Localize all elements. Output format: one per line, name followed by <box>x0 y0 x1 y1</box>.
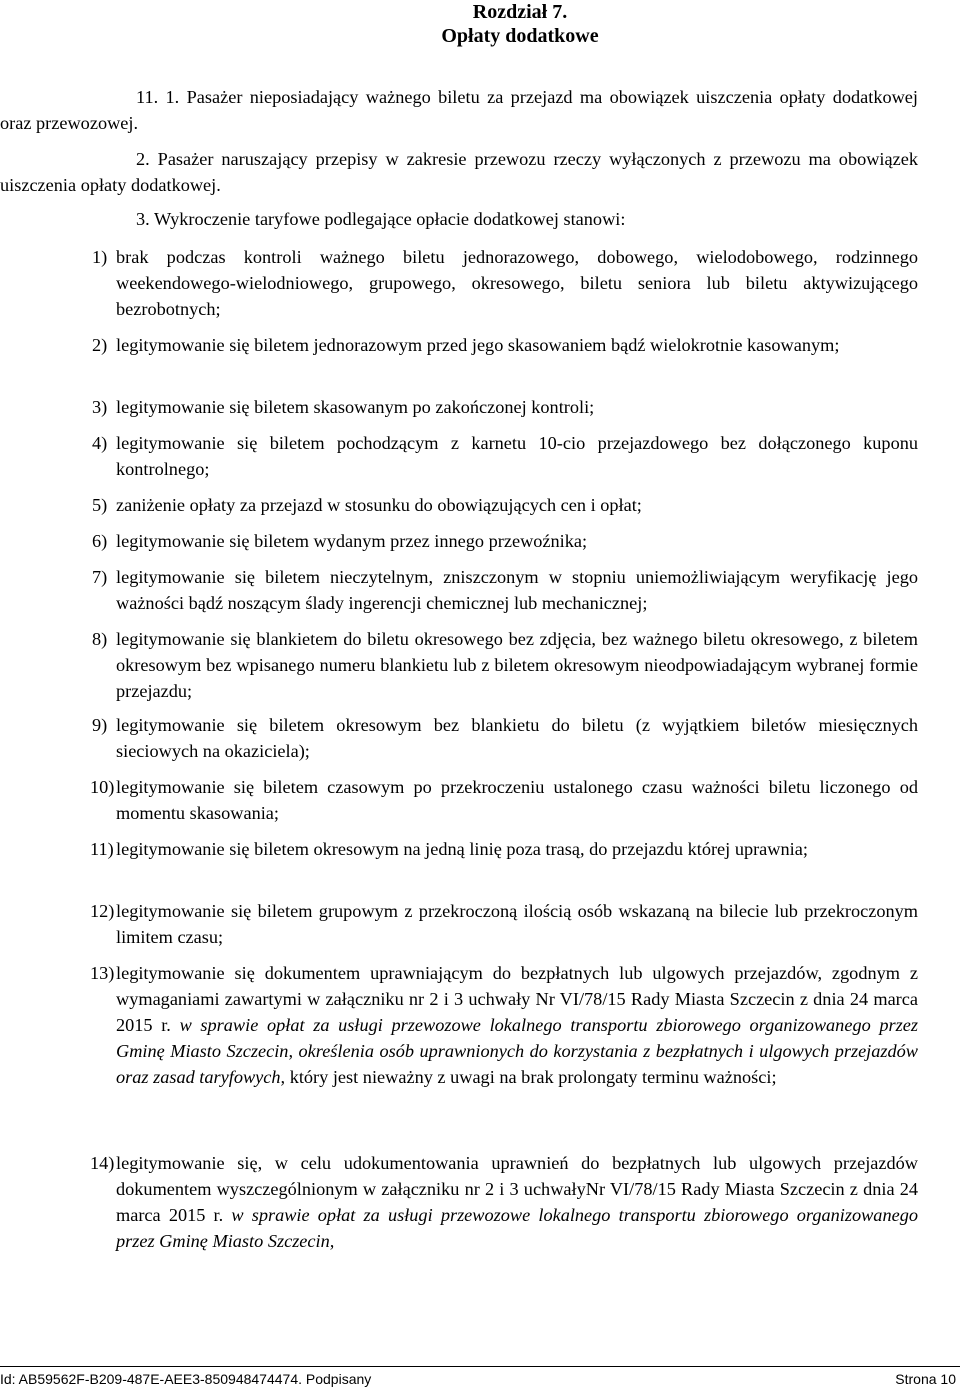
list-item-number: 14) <box>90 1153 115 1173</box>
list-item <box>90 836 918 862</box>
list-item-number: 13) <box>90 963 115 983</box>
paragraph-11-1: 11. 1. Pasażer nieposiadający ważnego biletu za przejazd ma obowiązek uiszczenia opłaty dodatkowej oraz przewozowej. <box>0 87 918 133</box>
list-item-number: 8) <box>92 629 108 649</box>
list-item-text: legitymowanie się biletem nieczytelnym, zniszczonym w stopniu uniemożliwiającym weryfikację jego ważności bądź noszącym ślady ingerencji chemicznej lub mechanicznej; <box>116 567 918 613</box>
list-item-text: legitymowanie się biletem wydanym przez innego przewoźnika; <box>116 531 588 551</box>
list-item <box>90 1150 918 1254</box>
list-item-number: 1) <box>92 247 108 267</box>
list-item <box>92 332 918 358</box>
list-item <box>92 394 918 420</box>
list-item-text: brak podczas kontroli ważnego biletu jednorazowego, dobowego, wielodobowego, rodzinnego weekendowego-wielodniowego, grupowego, okresowego, biletu seniora lub biletu aktywizującego bezrobotnych; <box>116 247 918 319</box>
list-item <box>92 626 918 704</box>
footer-divider <box>0 1366 960 1367</box>
paragraph-2: 2. Pasażer naruszający przepisy w zakresie przewozu rzeczy wyłączonych z przewozu ma obowiązek uiszczenia opłaty dodatkowej. <box>0 149 918 195</box>
list-item-number: 3) <box>92 397 108 417</box>
list-item-text: legitymowanie się biletem grupowym z przekroczoną ilością osób wskazaną na bilecie lub przekroczonym limitem czasu; <box>116 901 918 947</box>
paragraph-3: 3. Wykroczenie taryfowe podlegające opłacie dodatkowej stanowi: <box>136 209 626 229</box>
list-item <box>90 774 918 826</box>
footer-document-id: Id: AB59562F-B209-487E-AEE3-850948474474. Podpisany <box>0 1371 372 1387</box>
list-item-text: legitymowanie się dokumentem uprawniającym do bezpłatnych lub ulgowych przejazdów, zgodnym z wymaganiami zawartymi w załączniku nr 2 i 3 uchwały Nr VI/78/15 Rady Miasta Szczecin z dnia 24 marca 2015 r. w sprawie opłat za usługi przewozowe lokalnego transportu zbiorowego organizowanego przez Gminę Miasto Szczecin, określenia osób uprawnionych do korzystania z bezpłatnych i ulgowych przejazdów oraz zasad taryfowych, który jest nieważny z uwagi na brak prolongaty terminu ważności; <box>116 963 918 1087</box>
list-item-text: legitymowanie się biletem pochodzącym z karnetu 10-cio przejazdowego bez dołączonego kuponu kontrolnego; <box>116 433 918 479</box>
list-item-text: legitymowanie się biletem jednorazowym przed jego skasowaniem bądź wielokrotnie kasowanym; <box>116 335 840 355</box>
list-item-number: 4) <box>92 433 108 453</box>
list-item <box>92 712 918 764</box>
list-item-text: legitymowanie się biletem skasowanym po zakończonej kontroli; <box>116 397 595 417</box>
list-item-number: 6) <box>92 531 108 551</box>
list-item-number: 9) <box>92 715 108 735</box>
chapter-subtitle: Opłaty dodatkowe <box>441 25 599 47</box>
list-item-number: 2) <box>92 335 108 355</box>
list-item-text: legitymowanie się biletem czasowym po przekroczeniu ustalonego czasu ważności biletu liczonego od momentu skasowania; <box>116 777 918 823</box>
list-item-text: legitymowanie się biletem okresowym na jedną linię poza trasą, do przejazdu której uprawnia; <box>116 839 808 859</box>
list-item-number: 12) <box>90 901 115 921</box>
list-item-text: legitymowanie się blankietem do biletu okresowego bez zdjęcia, bez ważnego biletu okresowego, z biletem okresowym bez wpisanego numeru blankietu lub z biletem okresowym nieodpowiadającym wybranej formie przejazdu; <box>116 629 918 701</box>
list-item <box>92 564 918 616</box>
list-item-text: legitymowanie się biletem okresowym bez blankietu do biletu (z wyjątkiem biletów miesięcznych sieciowych na okaziciela); <box>116 715 918 761</box>
list-item-text: legitymowanie się, w celu udokumentowania uprawnień do bezpłatnych lub ulgowych przejazdów dokumentem wyszczególnionym w załączniku nr 2 i 3 uchwałyNr VI/78/15 Rady Miasta Szczecin z dnia 24 marca 2015 r. w sprawie opłat za usługi przewozowe lokalnego transportu zbiorowego organizowanego przez Gminę Miasto Szczecin, <box>116 1153 918 1251</box>
list-item <box>92 492 918 518</box>
list-item <box>92 430 918 482</box>
footer-page-number: Strona 10 <box>895 1371 956 1387</box>
list-item <box>92 528 918 554</box>
chapter-title: Rozdział 7. <box>472 1 568 23</box>
list-item-number: 7) <box>92 567 108 587</box>
list-item-text: zaniżenie opłaty za przejazd w stosunku do obowiązujących cen i opłat; <box>116 495 642 515</box>
list-item <box>90 960 918 1090</box>
list-item <box>92 244 918 322</box>
list-item-number: 5) <box>92 495 108 515</box>
list-item-number: 11) <box>90 839 114 859</box>
list-item-number: 10) <box>90 777 115 797</box>
list-item <box>90 898 918 950</box>
